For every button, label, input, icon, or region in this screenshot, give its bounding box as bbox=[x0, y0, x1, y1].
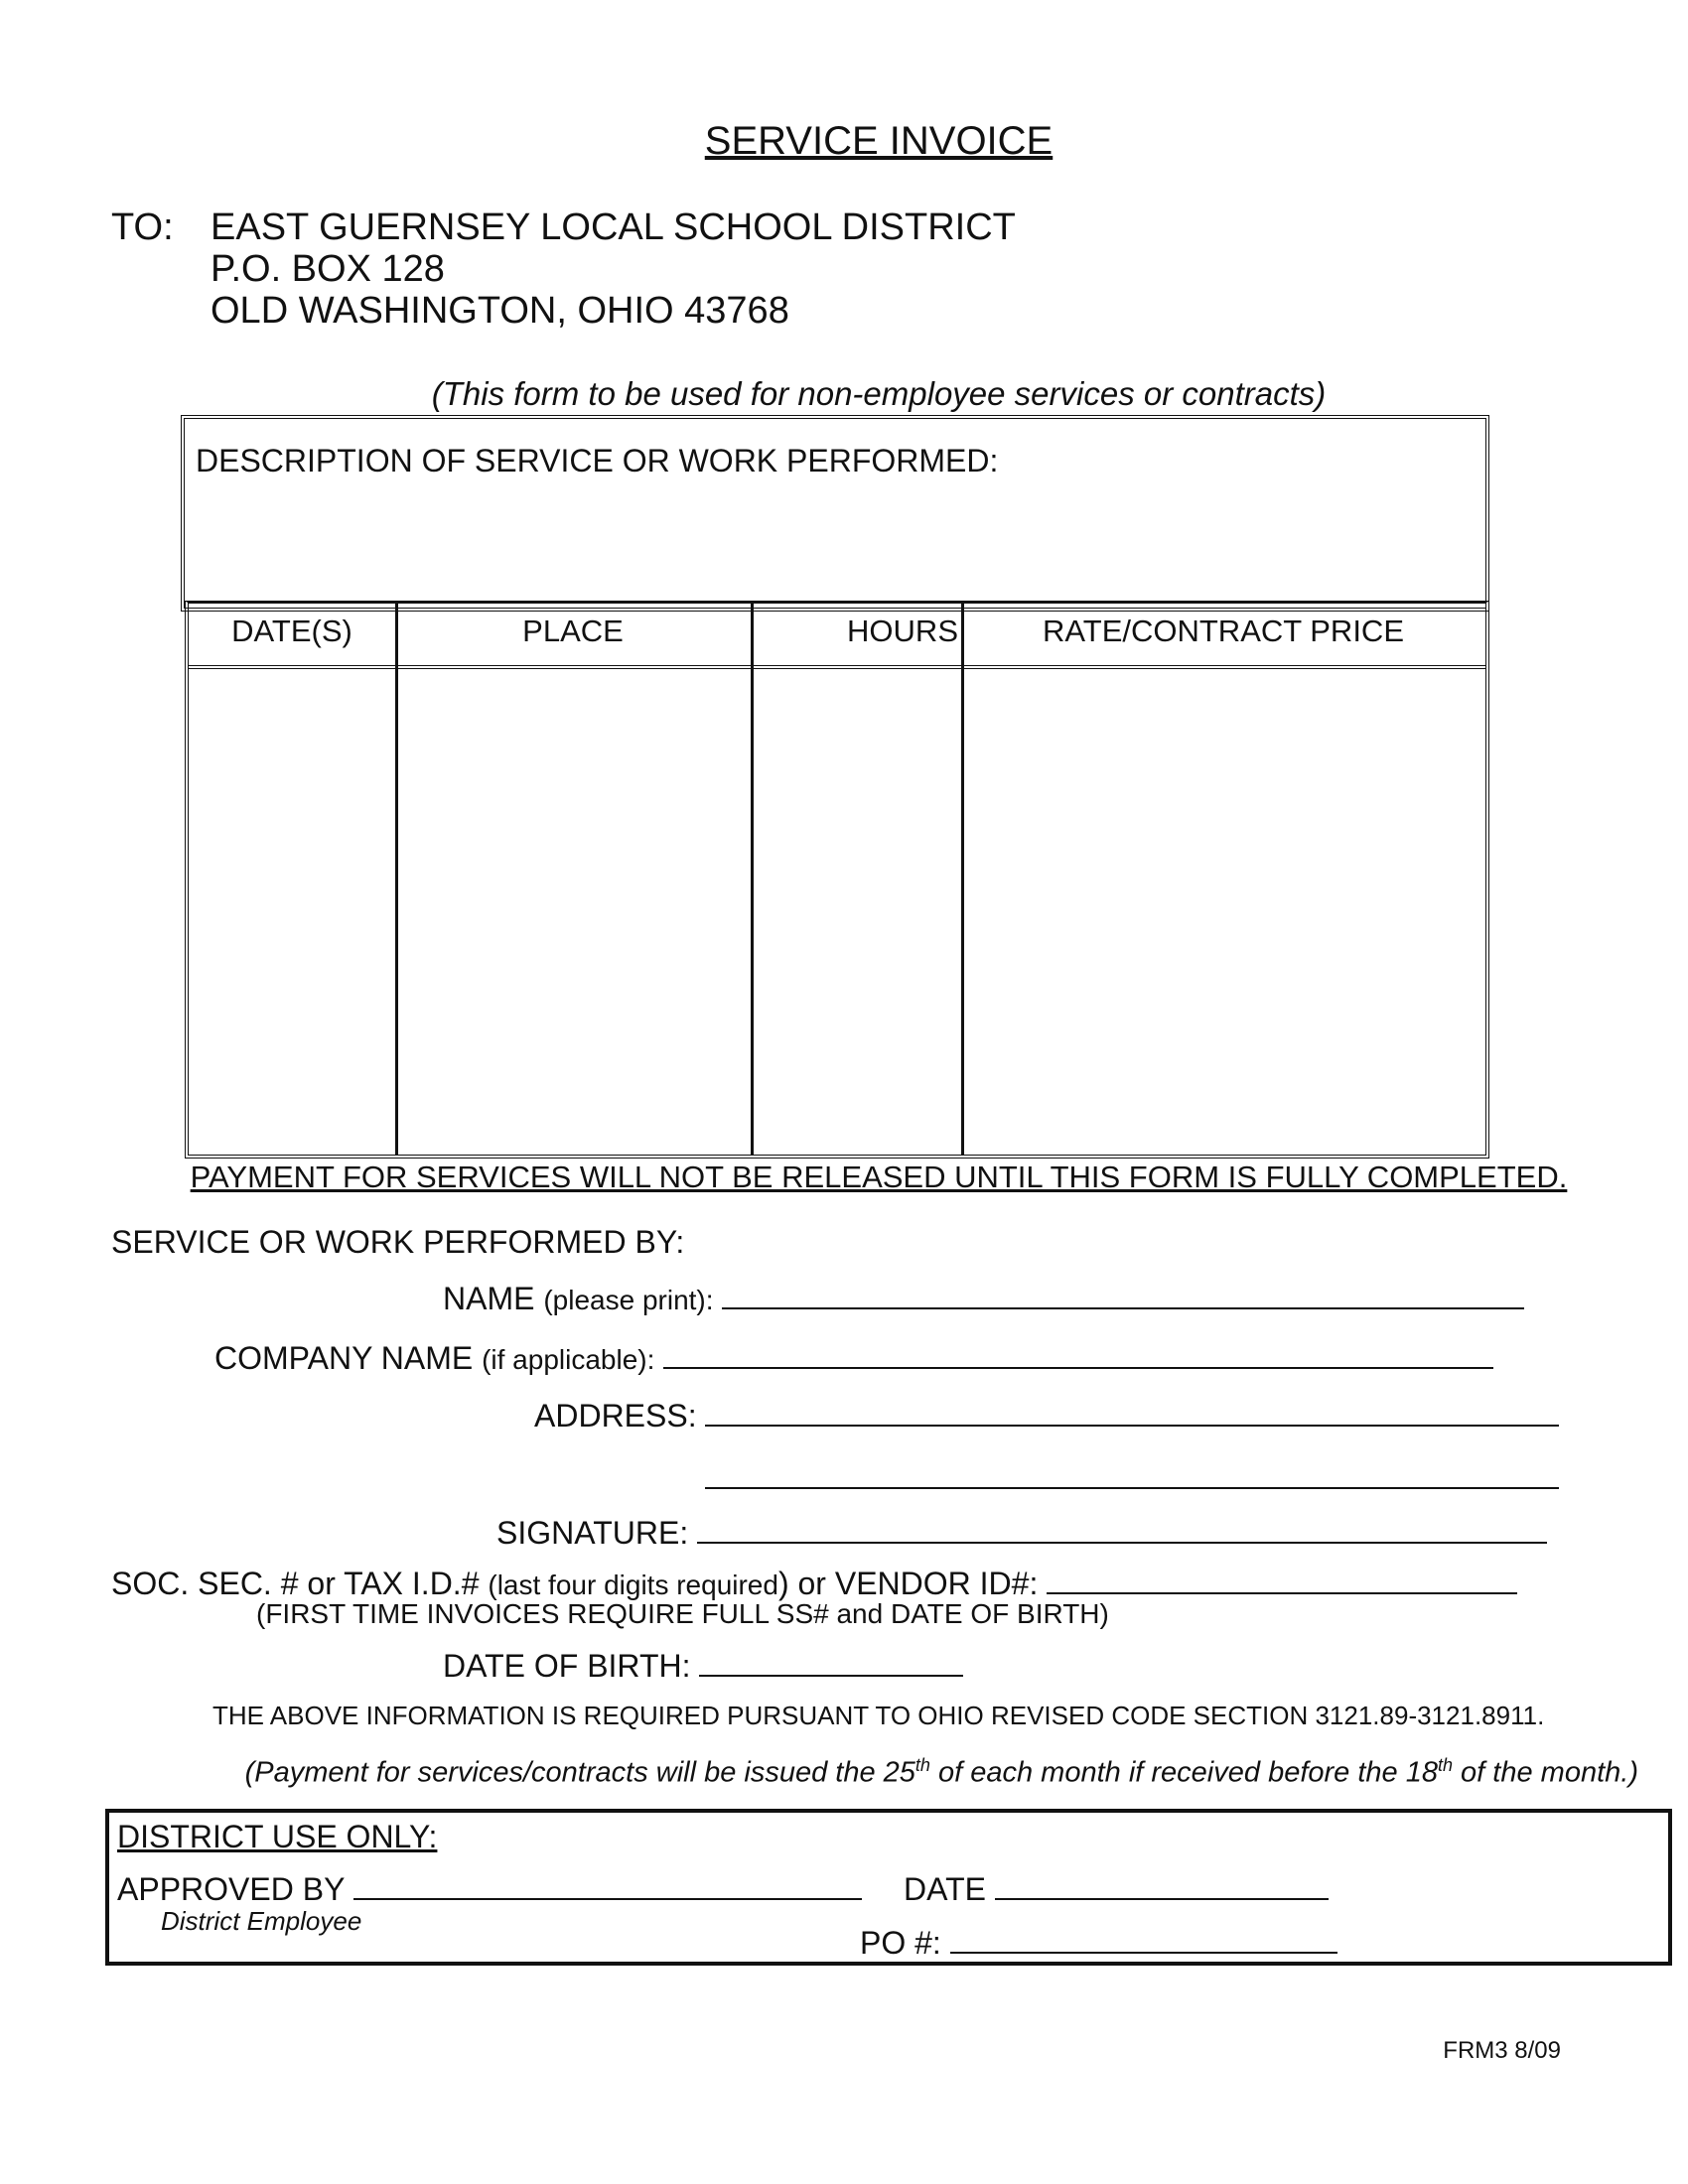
schedule-sup-2: th bbox=[1437, 1755, 1453, 1775]
recipient-address bbox=[111, 206, 1016, 332]
usage-note: (This form to be used for non-employee services or contracts) bbox=[431, 375, 1327, 412]
schedule-text-2: of each month if received before the 18 bbox=[929, 1756, 1438, 1789]
signature-input[interactable] bbox=[697, 1514, 1547, 1544]
service-table bbox=[185, 601, 1489, 1159]
tax-id-row bbox=[111, 1565, 1517, 1602]
name-input[interactable] bbox=[722, 1280, 1524, 1309]
recipient-po-box: P.O. BOX 128 bbox=[211, 248, 445, 290]
rate-cell[interactable] bbox=[964, 669, 1485, 1155]
column-header-dates: DATE(S) bbox=[231, 614, 352, 648]
schedule-text-1: (Payment for services/contracts will be issued the 25 bbox=[244, 1756, 915, 1789]
approved-by-row bbox=[117, 1870, 862, 1908]
form-number: FRM3 8/09 bbox=[1443, 2037, 1561, 2064]
district-use-title: DISTRICT USE ONLY: bbox=[117, 1819, 438, 1854]
district-use-box bbox=[105, 1809, 1672, 1966]
column-header-hours: HOURS bbox=[847, 614, 958, 648]
hours-cell[interactable] bbox=[754, 669, 961, 1155]
signature-label: SIGNATURE: bbox=[496, 1515, 689, 1551]
payment-notice: PAYMENT FOR SERVICES WILL NOT BE RELEASED UNTIL THIS FORM IS FULLY COMPLETED. bbox=[190, 1160, 1568, 1194]
address-input-line2[interactable] bbox=[705, 1459, 1559, 1489]
recipient-city: OLD WASHINGTON, OHIO 43768 bbox=[211, 290, 789, 332]
description-label: DESCRIPTION OF SERVICE OR WORK PERFORMED: bbox=[196, 443, 999, 478]
address-input-line1[interactable] bbox=[705, 1397, 1559, 1427]
page-title: SERVICE INVOICE bbox=[704, 119, 1054, 163]
district-date-input[interactable] bbox=[995, 1870, 1329, 1900]
dob-label: DATE OF BIRTH: bbox=[443, 1648, 691, 1684]
dates-cell[interactable] bbox=[189, 669, 395, 1155]
district-date-label: DATE bbox=[904, 1871, 986, 1907]
district-employee-caption: District Employee bbox=[161, 1906, 362, 1936]
name-hint: (please print): bbox=[543, 1285, 714, 1315]
first-time-note: (FIRST TIME INVOICES REQUIRE FULL SS# and DATE OF BIRTH) bbox=[256, 1598, 1109, 1629]
column-header-place: PLACE bbox=[522, 614, 624, 648]
name-label: NAME bbox=[443, 1281, 535, 1316]
place-cell[interactable] bbox=[398, 669, 751, 1155]
dob-row bbox=[443, 1647, 963, 1685]
company-hint: (if applicable): bbox=[482, 1344, 655, 1375]
po-input[interactable] bbox=[950, 1924, 1337, 1954]
vendor-id-label: ) or VENDOR ID#: bbox=[777, 1566, 1039, 1601]
tax-id-label: SOC. SEC. # or TAX I.D.# bbox=[111, 1566, 480, 1601]
district-date-row bbox=[904, 1870, 1329, 1908]
signature-row bbox=[496, 1514, 1547, 1552]
address-row bbox=[534, 1397, 1559, 1434]
address-label: ADDRESS: bbox=[534, 1398, 697, 1433]
legal-notice: THE ABOVE INFORMATION IS REQUIRED PURSUANT TO OHIO REVISED CODE SECTION 3121.89-3121.8911. bbox=[212, 1701, 1545, 1730]
po-label: PO #: bbox=[860, 1925, 941, 1961]
name-row bbox=[443, 1280, 1524, 1317]
recipient-name: EAST GUERNSEY LOCAL SCHOOL DISTRICT bbox=[211, 206, 1016, 248]
tax-id-hint: (last four digits required bbox=[488, 1570, 778, 1600]
po-row bbox=[860, 1924, 1337, 1962]
schedule-sup-1: th bbox=[914, 1755, 930, 1775]
company-row bbox=[214, 1339, 1493, 1377]
schedule-text-3: of the month.) bbox=[1453, 1756, 1638, 1789]
to-label: TO: bbox=[111, 206, 174, 248]
approved-by-label: APPROVED BY bbox=[117, 1871, 345, 1907]
performed-by-heading: SERVICE OR WORK PERFORMED BY: bbox=[111, 1224, 685, 1260]
company-input[interactable] bbox=[663, 1339, 1493, 1369]
approved-by-input[interactable] bbox=[353, 1870, 862, 1900]
payment-schedule-note bbox=[0, 1755, 1638, 1790]
address-row-2 bbox=[705, 1459, 1559, 1497]
column-header-rate: RATE/CONTRACT PRICE bbox=[1043, 614, 1404, 648]
dob-input[interactable] bbox=[699, 1647, 963, 1677]
tax-id-input[interactable] bbox=[1047, 1565, 1517, 1594]
company-label: COMPANY NAME bbox=[214, 1340, 474, 1376]
